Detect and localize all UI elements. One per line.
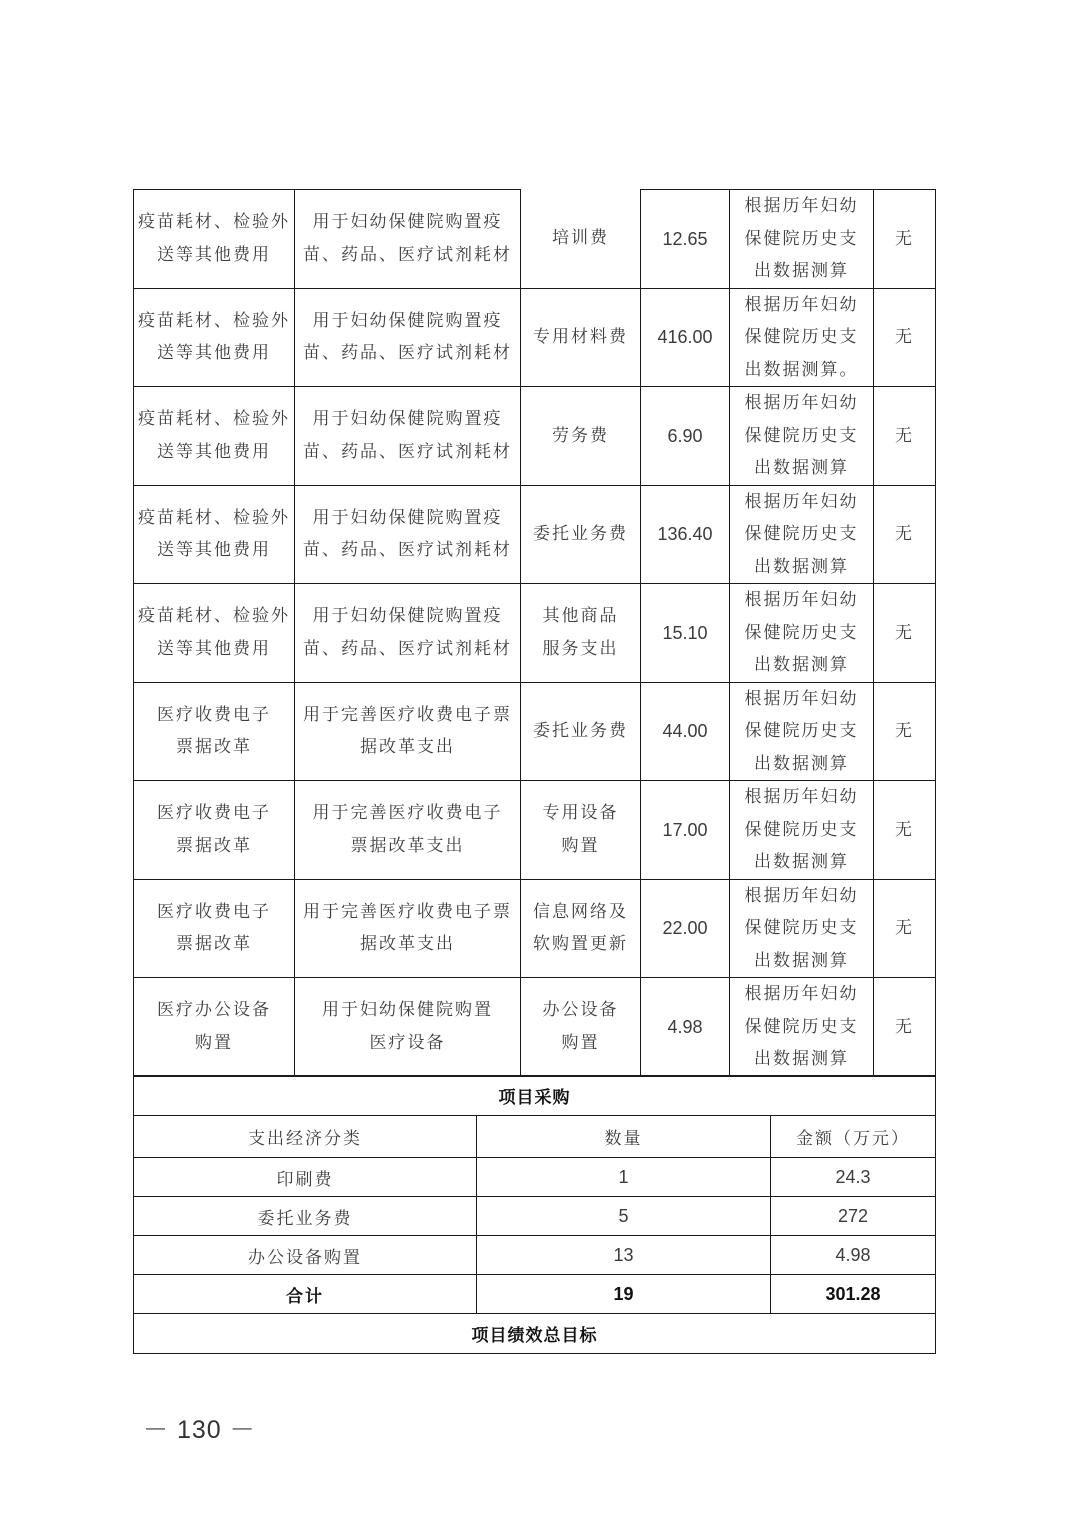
basis-cell [730,584,874,683]
procurement-quantity: 13 [477,1236,771,1275]
project_lines-line: 医疗办公设备 [157,1000,271,1021]
procurement-row [134,1197,936,1236]
project_lines-line: 票据改革 [176,934,252,955]
detail-row [134,879,936,978]
basis_lines-line: 根据历年妇幼 [744,196,859,216]
project_lines-line: 票据改革 [176,835,252,856]
project-cell [134,387,295,486]
project_lines-line: 送等其他费用 [157,343,271,364]
amount-cell: 22.00 [641,879,730,978]
basis-cell [730,485,874,584]
category-cell [521,584,641,683]
procurement-quantity: 1 [477,1158,771,1197]
other-cell: 无 [874,781,936,880]
amount-cell: 15.10 [641,584,730,683]
category-cell [521,682,641,781]
procurement-category: 印刷费 [134,1158,477,1197]
purpose_lines-line: 用于妇幼保健院购置疫 [312,409,503,430]
total-label: 合计 [134,1275,477,1314]
purpose-cell [295,682,521,781]
category_lines-line: 专用设备 [542,803,619,824]
procurement-amount: 4.98 [771,1236,936,1275]
basis_lines-line: 根据历年妇幼 [744,688,859,709]
basis_lines-line: 根据历年妇幼 [744,787,859,807]
purpose_lines-line: 用于妇幼保健院购置疫 [312,606,503,627]
amount-cell: 44.00 [641,682,730,781]
procurement-table [133,1075,936,1354]
category_lines-line: 培训费 [552,228,609,249]
detail-row [134,584,936,683]
project-cell [134,485,295,584]
project_lines-line: 疫苗耗材、检验外 [138,409,290,430]
basis_lines-line: 保健院历史支 [744,918,859,938]
expense-detail-table [133,189,936,1077]
basis_lines-line: 出数据测算。 [744,359,859,380]
basis_lines-line: 根据历年妇幼 [744,294,859,315]
purpose_lines-line: 医疗设备 [369,1032,446,1053]
amount-cell: 12.65 [641,190,730,289]
expense-detail-body [134,190,936,1077]
project-cell [134,584,295,683]
purpose-cell [295,584,521,683]
purpose_lines-line: 用于完善医疗收费电子票 [303,704,512,725]
other-cell: 无 [874,288,936,387]
purpose_lines-line: 用于妇幼保健院购置疫 [312,212,503,233]
procurement-amount: 24.3 [771,1158,936,1197]
purpose_lines-line: 苗、药品、医疗试剂耗材 [303,343,512,364]
project_lines-line: 票据改革 [176,737,252,758]
basis_lines-line: 保健院历史支 [744,327,859,347]
purpose_lines-line: 据改革支出 [360,737,455,758]
category_lines-line: 委托业务费 [533,721,628,741]
header-economic-category: 支出经济分类 [134,1116,477,1158]
category_lines-line: 专用材料费 [533,327,628,347]
other-cell: 无 [874,879,936,978]
detail-row [134,387,936,486]
detail-row [134,682,936,781]
amount-cell: 6.90 [641,387,730,486]
project_lines-line: 疫苗耗材、检验外 [138,606,290,627]
purpose_lines-line: 用于妇幼保健院购置疫 [312,507,503,528]
category-cell [521,190,641,289]
project-cell [134,978,295,1077]
project-cell [134,879,295,978]
purpose-cell [295,190,521,289]
procurement-header-row [134,1116,936,1158]
amount-cell: 416.00 [641,288,730,387]
purpose_lines-line: 苗、药品、医疗试剂耗材 [303,441,512,462]
procurement-row [134,1236,936,1275]
category-cell [521,387,641,486]
project-cell [134,288,295,387]
basis-cell [730,879,874,978]
other-cell: 无 [874,682,936,781]
basis-cell [730,387,874,486]
project_lines-line: 疫苗耗材、检验外 [138,310,290,331]
project-cell [134,190,295,289]
purpose_lines-line: 苗、药品、医疗试剂耗材 [303,638,512,659]
detail-row [134,485,936,584]
basis_lines-line: 保健院历史支 [744,721,859,741]
basis-cell [730,190,874,289]
procurement-category: 办公设备购置 [134,1236,477,1275]
performance-section-row [134,1314,936,1354]
project_lines-line: 医疗收费电子 [157,901,271,922]
basis_lines-line: 根据历年妇幼 [744,393,859,413]
other-cell: 无 [874,387,936,486]
basis_lines-line: 保健院历史支 [744,425,859,446]
basis_lines-line: 出数据测算 [754,753,849,774]
project-cell [134,682,295,781]
basis_lines-line: 保健院历史支 [744,524,859,544]
detail-row [134,978,936,1077]
other-cell: 无 [874,978,936,1077]
project-cell [134,781,295,880]
other-cell: 无 [874,485,936,584]
category_lines-line: 信息网络及 [533,901,628,922]
basis-cell [730,288,874,387]
procurement-quantity: 5 [477,1197,771,1236]
project_lines-line: 送等其他费用 [157,441,271,462]
basis_lines-line: 出数据测算 [754,950,849,971]
purpose-cell [295,978,521,1077]
category-cell [521,781,641,880]
category-cell [521,485,641,584]
basis_lines-line: 出数据测算 [754,458,849,478]
category-cell [521,879,641,978]
performance-section-title: 项目绩效总目标 [134,1314,936,1354]
basis_lines-line: 出数据测算 [754,1049,849,1069]
purpose_lines-line: 苗、药品、医疗试剂耗材 [303,540,512,561]
purpose-cell [295,288,521,387]
basis_lines-line: 保健院历史支 [744,228,859,249]
category_lines-line: 劳务费 [552,425,609,446]
procurement-category: 委托业务费 [134,1197,477,1236]
purpose_lines-line: 用于妇幼保健院购置疫 [312,310,503,331]
category_lines-line: 购置 [561,835,600,856]
basis_lines-line: 保健院历史支 [744,622,859,643]
detail-row [134,781,936,880]
amount-cell: 136.40 [641,485,730,584]
basis_lines-line: 根据历年妇幼 [744,984,859,1004]
total-quantity: 19 [477,1275,771,1314]
basis_lines-line: 保健院历史支 [744,819,859,840]
procurement-row [134,1158,936,1197]
project_lines-line: 送等其他费用 [157,540,271,561]
detail-row [134,190,936,289]
purpose-cell [295,879,521,978]
procurement-section-row [134,1076,936,1116]
purpose_lines-line: 用于完善医疗收费电子票 [303,901,512,922]
category_lines-line: 其他商品 [542,606,619,627]
other-cell: 无 [874,584,936,683]
amount-cell: 4.98 [641,978,730,1077]
purpose_lines-line: 苗、药品、医疗试剂耗材 [303,244,512,265]
category_lines-line: 办公设备 [542,1000,619,1021]
basis_lines-line: 根据历年妇幼 [744,491,859,512]
project_lines-line: 送等其他费用 [157,638,271,659]
purpose_lines-line: 用于妇幼保健院购置 [322,1000,493,1021]
basis-cell [730,682,874,781]
basis_lines-line: 保健院历史支 [744,1016,859,1037]
basis_lines-line: 出数据测算 [754,556,849,577]
purpose_lines-line: 据改革支出 [360,934,455,955]
project_lines-line: 购置 [195,1032,233,1053]
purpose-cell [295,485,521,584]
detail-row [134,288,936,387]
category_lines-line: 委托业务费 [533,524,628,544]
basis_lines-line: 出数据测算 [754,261,849,281]
page-number: － 130 － [143,1416,256,1444]
purpose-cell [295,781,521,880]
basis_lines-line: 根据历年妇幼 [744,590,859,610]
project_lines-line: 疫苗耗材、检验外 [138,212,290,233]
basis-cell [730,978,874,1077]
procurement-amount: 272 [771,1197,936,1236]
project_lines-line: 送等其他费用 [157,244,271,265]
procurement-section-title: 项目采购 [134,1076,936,1116]
category-cell [521,978,641,1077]
purpose_lines-line: 票据改革支出 [350,835,465,856]
category-cell [521,288,641,387]
purpose_lines-line: 用于完善医疗收费电子 [312,803,503,824]
basis_lines-line: 出数据测算 [754,852,849,872]
project_lines-line: 医疗收费电子 [157,803,271,824]
header-quantity: 数量 [477,1116,771,1158]
procurement-total-row [134,1275,936,1314]
header-amount: 金额（万元） [771,1116,936,1158]
category_lines-line: 服务支出 [542,638,619,659]
amount-cell: 17.00 [641,781,730,880]
total-amount: 301.28 [771,1275,936,1314]
category_lines-line: 软购置更新 [533,934,628,955]
purpose-cell [295,387,521,486]
other-cell: 无 [874,190,936,289]
basis_lines-line: 根据历年妇幼 [744,885,859,906]
basis-cell [730,781,874,880]
basis_lines-line: 出数据测算 [754,655,849,675]
category_lines-line: 购置 [561,1032,600,1053]
project_lines-line: 疫苗耗材、检验外 [138,507,290,528]
project_lines-line: 医疗收费电子 [157,704,271,725]
